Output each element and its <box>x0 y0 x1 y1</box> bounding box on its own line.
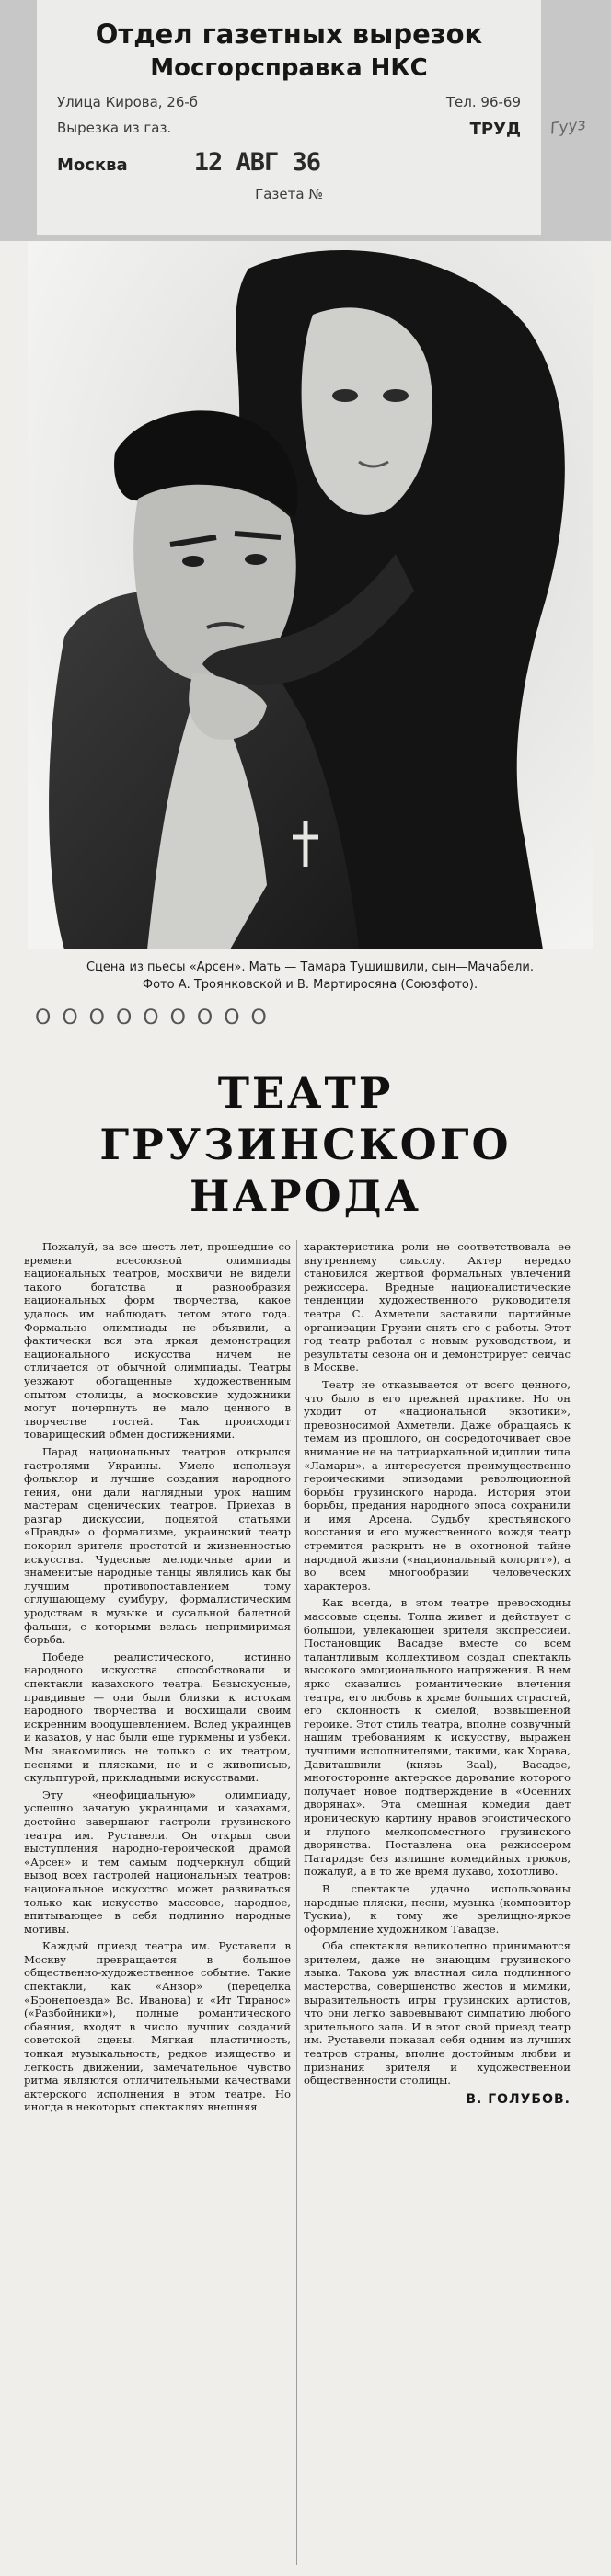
stamp-date: 12 АВГ 36 <box>193 148 321 177</box>
caption-line-1: Сцена из пьесы «Арсен». Мать — Тамара Тушишвили, сын—Мачабели. <box>86 960 535 974</box>
article-paragraph: В спектакле удачно использованы народные пляски, песни, музыка (композитор Тускиа), к тому же зрелищно-яркое оформление художником Тавадзе. <box>304 1881 571 1936</box>
separator-dots: ООООООООО <box>35 1006 278 1029</box>
stamp-issue-label: Газета № <box>255 186 323 202</box>
son-brow-right <box>235 534 281 537</box>
article-paragraph: Пожалуй, за все шесть лет, прошедшие со времени всесоюзной олимпиады национальных театров, москвичи не видели такого богатства и разнообразия национальных форм творчества, какое удалось им наблюдать летом этого года. Формально олимпиады не объявили, а фактически вся эта яркая демонстрация национального искусства ничем не отличается от обычной олимпиады. Театры уезжают обогащенные художественным опытом столицы, а московские художники могут почерпнуть не мало ценного в творчестве гостей. Так происходит товарищеский обмен достижениями. <box>24 1240 291 1442</box>
stamp-date-row <box>57 148 521 177</box>
article-paragraph: Оба спектакля великолепно принимаются зрителем, даже не знающим грузинского языка. Такова уж властная сила подлинного мастерства, совершенство жестов и мимики, выразительность игры грузинских артистов, что они легко завоевывают симпатию любого зрительного зала. И в этот свой приезд театр им. Руставели показал себя одним из лучших театров страны, вполне достойным любви и признания зрителя и художественной общественности столицы. <box>304 1939 571 2087</box>
column-divider <box>296 1240 297 2565</box>
stamp-city: Москва <box>57 155 128 175</box>
son-eye-left <box>182 556 204 567</box>
article-paragraph: Победе реалистического, истинно народного искусства способствовали и спектакли казахского театра. Безыскусные, правдивые — они были близки к истокам народного творчества и восхищали своим искренним воодушевлением. Вслед украинцев и казахов, у нас были еще туркмены и узбеки. Мы знакомились не только с их театром, песнями и плясками, но и с живописью, скульптурой, прикладными искусствами. <box>24 1650 291 1785</box>
title-line-3: НАРОДА <box>190 1171 421 1221</box>
caption-line-2: Фото А. Троянковской и В. Мартиросяна (Союзфото). <box>142 978 478 992</box>
stamp-department: Отдел газетных вырезок <box>95 18 483 50</box>
article-paragraph: Эту «неофициальную» олимпиаду, успешно зачатую украинцами и казахами, достойно завершают гастроли грузинского театра им. Руставели. Он открыл свои выступления народно-героической драмой «Арсен» и тем самым подчеркнул общий вывод всех гастролей национальных театров: национальное искусство может развиваться только как искусство массовое, народное, впитывающее в себя подлинно народные мотивы. <box>24 1788 291 1936</box>
stamp-source: ТРУД <box>469 120 521 139</box>
stamp-address-row <box>57 94 521 110</box>
article-clipping <box>0 241 611 2576</box>
stamp-phone: Тел. 96-69 <box>445 94 521 110</box>
photo-caption <box>28 959 593 994</box>
article-paragraph: Каждый приезд театра им. Руставели в Москву превращается в большое общественно-художественное событие. Такие спектакли, как «Анзор» (переделка «Бронепоезда» Вс. Иванова) и «Ит Тиранос» («Разбойники»), полные романтического обаяния, входят в число лучших созданий советской сцены. Мягкая пластичность, тонкая музыкальность, редкое изящество и легкость движений, замечательное чувство ритма являются отличительными качествами актерского исполнения в этом театре. Но иногда в некоторых спектаклях внешняя <box>24 1939 291 2114</box>
article-paragraph: Как всегда, в этом театре превосходны массовые сцены. Толпа живет и действует с большой, увлекающей зрителя экспрессией. Постановщик Васадзе вместе со всем талантливым коллективом создал спектакль высокого эмоционального напряжения. В нем ярко сказались романтические влечения театра, его любовь к храме больших страстей, его склонность к смелой, возвышенной героике. Этот стиль театра, вполне созвучный нашим требованиям к искусству, выражен лучшими исполнителями, такими, как Хорава, Давиташвили (князь Зааl), Васадзе, многосторонне актерское дарование которого получает новое подтверждение в «Осенних дворянах». Эта смешная комедия дает ироническую картину нравов эгоистического и глупого мелкопоместного грузинского дворянства. Поставлена она режиссером Патаридзе без излишне комедийных трюков, пожалуй, а в то же время лукаво, хохотливо. <box>304 1596 571 1879</box>
title-line-1: ТЕАТР <box>217 1068 394 1118</box>
article-photo <box>28 241 593 949</box>
title-line-2: ГРУЗИНСКОГО <box>99 1120 512 1169</box>
stamp-address: Улица Кирова, 26-б <box>57 94 199 110</box>
photo-illustration <box>28 241 593 949</box>
stamp-issue-row <box>57 186 521 202</box>
article-paragraph: Парад национальных театров открылся гастролями Украины. Умело используя фольклор и лучшие создания народного гения, они дали наглядный урок нашим мастерам сценических театров. Приехав в разгар дискуссии, поднятой статьями «Правды» о формализме, украинский театр покорил зрителя простотой и жизненностью искусства. Чудесные мелодичные арии и знаменитые народные танцы являлись как бы лучшим противопоставлением тому оглушающему сумбуру, формалистическим уродствам в музыке и сусальной балетной фальши, с которыми велась непримиримая борьба. <box>24 1444 291 1647</box>
mother-eye-left <box>332 389 358 402</box>
article-paragraph: Театр не отказывается от всего ценного, что было в его прежней практике. Но он уходит от «национальной экзотики», превозносимой Ахметели. Даже обращаясь к темам из прошлого, он сосредоточивает свое внимание не на патриархальной идиллии типа «Ламары», а интересуется преимущественно героическими эпизодами революционной борьбы грузинского народа. История этой борьбы, предания народного эпоса сохранили и имя Арсена. Судьбу крестьянского восстания и его мужественного вождя театр стремится раскрыть не в охотноной тайне народной жизни («национальный колорит»), а во всем многообразии человеческих характеров. <box>304 1377 571 1593</box>
handwritten-note: Гууз <box>548 115 587 139</box>
mother-eye-right <box>383 389 409 402</box>
newspaper-clipping-stamp <box>37 0 541 235</box>
article-paragraph: характеристика роли не соответствовала ее внутреннему смыслу. Актер нередко становился жертвой формальных увлечений режиссера. Вредные националистические тенденции художественного руководителя театра С. Ахметели заставили партийные организации Грузии снять его с работы. Этот год театр работал с новым руководством, и результаты сезона он и демонстрирует сейчас в Москве. <box>304 1240 571 1374</box>
article-title <box>18 1067 593 1222</box>
son-eye-right <box>245 554 267 565</box>
article-byline: В. ГОЛУБОВ. <box>466 2091 571 2107</box>
article-column-left <box>24 1240 291 2565</box>
stamp-organization: Мосгорсправка НКС <box>150 54 428 82</box>
stamp-source-row <box>57 120 521 139</box>
stamp-cut-label: Вырезка из газ. <box>57 120 172 136</box>
article-column-right <box>304 1240 571 2565</box>
